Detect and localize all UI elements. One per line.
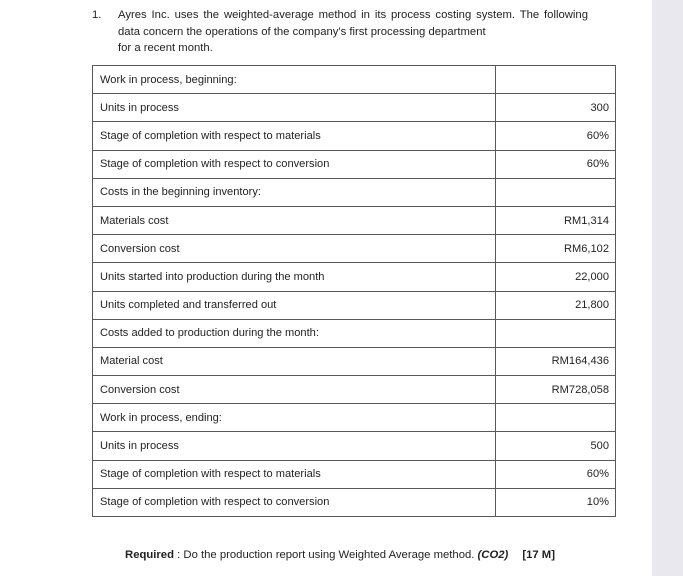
process-costing-data-table: [92, 65, 616, 517]
course-outcome-code: (CO2): [477, 549, 509, 561]
table-row: [93, 460, 616, 488]
table-row: [93, 150, 616, 178]
row-label: Conversion cost: [93, 376, 496, 404]
question-number: 1.: [92, 9, 102, 21]
row-value: 60%: [496, 460, 616, 488]
table-row: [93, 94, 616, 122]
page-margin-strip: [652, 0, 683, 576]
table-row: [93, 376, 616, 404]
table-row: [93, 263, 616, 291]
table-row: [93, 432, 616, 460]
table-row: [93, 347, 616, 375]
row-value: 10%: [496, 488, 616, 516]
table-row: [93, 235, 616, 263]
row-value: [496, 178, 616, 206]
row-value: 300: [496, 94, 616, 122]
row-value: 21,800: [496, 291, 616, 319]
row-label: Stage of completion with respect to materials: [93, 122, 496, 150]
row-label: Units started into production during the month: [93, 263, 496, 291]
row-value: RM164,436: [496, 347, 616, 375]
row-value: 22,000: [496, 263, 616, 291]
row-value: [496, 319, 616, 347]
row-label: Stage of completion with respect to conversion: [93, 488, 496, 516]
table-row: [93, 206, 616, 234]
row-label: Work in process, beginning:: [93, 66, 496, 94]
row-label: Units completed and transferred out: [93, 291, 496, 319]
row-label: Materials cost: [93, 206, 496, 234]
table-row: [93, 488, 616, 516]
row-value: RM1,314: [496, 206, 616, 234]
row-value: [496, 404, 616, 432]
row-label: Material cost: [93, 347, 496, 375]
table-row: [93, 178, 616, 206]
required-text: : Do the production report using Weighted Average method.: [174, 549, 478, 561]
row-label: Stage of completion with respect to conversion: [93, 150, 496, 178]
row-value: 500: [496, 432, 616, 460]
required-label: Required: [125, 549, 174, 561]
question-block: [92, 7, 588, 57]
row-label: Work in process, ending:: [93, 404, 496, 432]
table-row: [93, 319, 616, 347]
row-value: [496, 66, 616, 94]
row-value: 60%: [496, 122, 616, 150]
row-label: Units in process: [93, 94, 496, 122]
table-row: [93, 66, 616, 94]
question-line-1: Ayres Inc. uses the weighted-average method in its process costing system. The: [118, 9, 540, 21]
question-line-2: following data concern the operations of the company's first processing department: [118, 9, 588, 38]
table-row: [93, 404, 616, 432]
marks-badge: [17 M]: [522, 549, 555, 561]
row-value: RM6,102: [496, 235, 616, 263]
required-line: [92, 547, 588, 563]
question-line-3: for a recent month.: [118, 42, 213, 54]
row-label: Conversion cost: [93, 235, 496, 263]
table-body: [93, 66, 616, 517]
row-label: Units in process: [93, 432, 496, 460]
row-label: Costs in the beginning inventory:: [93, 178, 496, 206]
table-row: [93, 291, 616, 319]
table-row: [93, 122, 616, 150]
row-value: 60%: [496, 150, 616, 178]
row-label: Costs added to production during the month:: [93, 319, 496, 347]
row-value: RM728,058: [496, 376, 616, 404]
row-label: Stage of completion with respect to materials: [93, 460, 496, 488]
question-text: [118, 7, 588, 57]
